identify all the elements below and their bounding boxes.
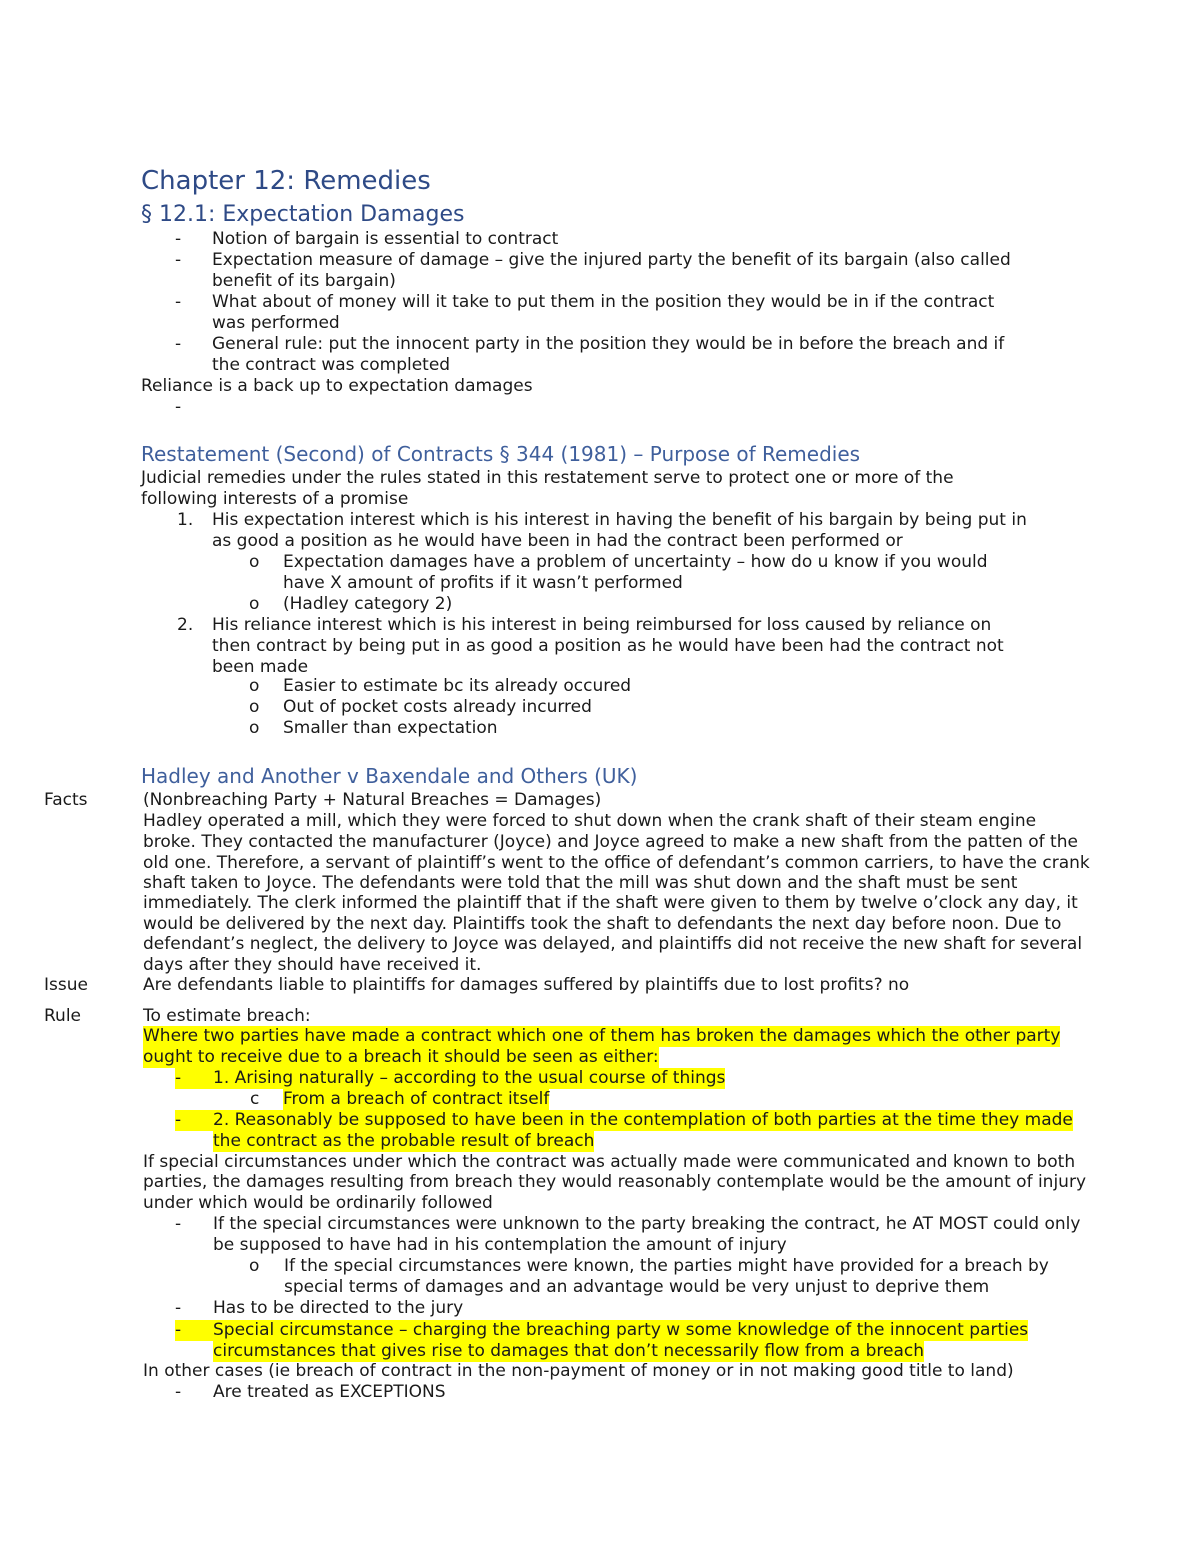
highlighted-list-item-continuation: circumstances that gives rise to damages that don’t necessarily flow from a breach: [213, 1341, 925, 1361]
highlighted-list-item: 1. Arising naturally – according to the usual course of things: [213, 1068, 726, 1088]
list-item: Are treated as EXCEPTIONS: [213, 1382, 446, 1402]
list-item-continuation: was performed: [212, 313, 340, 333]
list-item-continuation: the contract was completed: [212, 355, 451, 375]
sub-list-item: Smaller than expectation: [283, 718, 498, 738]
sub-list-item: Expectation damages have a problem of uncertainty – how do u know if you would: [283, 552, 988, 572]
bullet-circle: o: [249, 718, 260, 738]
facts-line: days after they should have received it.: [143, 955, 482, 975]
rule-label: Rule: [44, 1006, 82, 1026]
bullet-square: c: [250, 1089, 260, 1109]
bullet-dash-highlighted: -: [175, 1068, 213, 1089]
sub-list-item-continuation: special terms of damages and an advantage would be very unjust to deprive them: [284, 1277, 990, 1297]
bullet-dash: -: [175, 334, 182, 354]
sub-list-item-continuation: have X amount of profits if it wasn’t performed: [283, 573, 683, 593]
bullet-circle: o: [249, 594, 260, 614]
paragraph: Judicial remedies under the rules stated in this restatement serve to protect one or more of the: [141, 468, 954, 488]
facts-line: old one. Therefore, a servant of plaintiff’s went to the office of defendant’s common carriers, to have the crank: [143, 853, 1090, 873]
numbered-item-continuation: then contract by being put in as good a position as he would have been had the contract not: [212, 636, 1004, 656]
numbered-item: His reliance interest which is his interest in being reimbursed for loss caused by reliance on: [212, 615, 992, 635]
list-item: Expectation measure of damage – give the injured party the benefit of its bargain (also called: [212, 250, 1011, 270]
list-item-continuation: benefit of its bargain): [212, 271, 396, 291]
facts-line: would be delivered by the next day. Plaintiffs took the shaft to defendants the next day before noon. Due to: [143, 914, 1062, 934]
bullet-dash-empty: -: [175, 397, 182, 417]
facts-line: Hadley operated a mill, which they were forced to shut down when the crank shaft of their steam engine: [143, 811, 1037, 831]
facts-line: immediately. The clerk informed the plaintiff that if the shaft were given to them by twelve o’clock any day, it: [143, 893, 1078, 913]
rule-intro: To estimate breach:: [143, 1006, 311, 1026]
bullet-circle: o: [249, 552, 260, 572]
facts-line: shaft taken to Joyce. The defendants were told that the mill was shut down and the shaft must be sent: [143, 873, 1018, 893]
case-heading-hadley: Hadley and Another v Baxendale and Others (UK): [141, 764, 638, 788]
facts-line: defendant’s neglect, the delivery to Joyce was delayed, and plaintiffs did not receive the new shaft for several: [143, 934, 1083, 954]
list-number: 2.: [177, 615, 194, 635]
facts-label: Facts: [44, 790, 88, 810]
bullet-dash: -: [175, 1214, 182, 1234]
bullet-circle: o: [249, 1256, 260, 1276]
list-number: 1.: [177, 510, 194, 530]
issue-label: Issue: [44, 975, 88, 995]
list-item-continuation: be supposed to have had in his contemplation the amount of injury: [213, 1235, 787, 1255]
highlighted-sub-list-item: From a breach of contract itself: [283, 1089, 550, 1109]
issue-text: Are defendants liable to plaintiffs for damages suffered by plaintiffs due to lost profits? no: [143, 975, 910, 995]
highlighted-rule-line: ought to receive due to a breach it should be seen as either:: [143, 1047, 659, 1067]
numbered-item-continuation: been made: [212, 657, 309, 677]
bullet-dash: -: [175, 1382, 182, 1402]
highlighted-list-item: Special circumstance – charging the breaching party w some knowledge of the innocent parties: [213, 1320, 1029, 1340]
paragraph-continuation: under which would be ordinarily followed: [143, 1193, 493, 1213]
list-item: What about of money will it take to put them in the position they would be in if the contract: [212, 292, 995, 312]
list-item: General rule: put the innocent party in the position they would be in before the breach and if: [212, 334, 1005, 354]
paragraph: Reliance is a back up to expectation damages: [141, 376, 533, 396]
facts-line: broke. They contacted the manufacturer (Joyce) and Joyce agreed to make a new shaft from the patten of the: [143, 832, 1078, 852]
facts-line: (Nonbreaching Party + Natural Breaches = Damages): [143, 790, 602, 810]
paragraph-continuation: following interests of a promise: [141, 489, 409, 509]
highlighted-list-item: 2. Reasonably be supposed to have been in the contemplation of both parties at the time they made: [213, 1110, 1073, 1130]
section-heading-expectation-damages: § 12.1: Expectation Damages: [141, 202, 465, 227]
bullet-dash: -: [175, 229, 182, 249]
paragraph: In other cases (ie breach of contract in the non-payment of money or in not making good title to land): [143, 1361, 1014, 1381]
bullet-dash-highlighted: -: [175, 1110, 213, 1131]
chapter-title: Chapter 12: Remedies: [141, 166, 431, 196]
section-heading-restatement: Restatement (Second) of Contracts § 344 (1981) – Purpose of Remedies: [141, 442, 861, 466]
sub-list-item: (Hadley category 2): [283, 594, 453, 614]
paragraph: If special circumstances under which the contract was actually made were communicated and known to both: [143, 1152, 1076, 1172]
list-item: If the special circumstances were unknown to the party breaking the contract, he AT MOST could only: [213, 1214, 1081, 1234]
bullet-dash-highlighted: -: [175, 1320, 213, 1341]
sub-list-item: If the special circumstances were known, the parties might have provided for a breach by: [284, 1256, 1049, 1276]
sub-list-item: Easier to estimate bc its already occured: [283, 676, 632, 696]
sub-list-item: Out of pocket costs already incurred: [283, 697, 592, 717]
bullet-dash: -: [175, 1298, 182, 1318]
list-item: Has to be directed to the jury: [213, 1298, 464, 1318]
numbered-item: His expectation interest which is his interest in having the benefit of his bargain by being put in: [212, 510, 1027, 530]
bullet-dash: -: [175, 292, 182, 312]
bullet-circle: o: [249, 697, 260, 717]
list-item: Notion of bargain is essential to contract: [212, 229, 559, 249]
bullet-dash: -: [175, 250, 182, 270]
highlighted-rule-line: Where two parties have made a contract which one of them has broken the damages which the other party: [143, 1026, 1061, 1046]
numbered-item-continuation: as good a position as he would have been in had the contract been performed or: [212, 531, 903, 551]
highlighted-list-item-continuation: the contract as the probable result of breach: [213, 1131, 595, 1151]
paragraph-continuation: parties, the damages resulting from breach they would reasonably contemplate would be the amount of injury: [143, 1172, 1087, 1192]
bullet-circle: o: [249, 676, 260, 696]
